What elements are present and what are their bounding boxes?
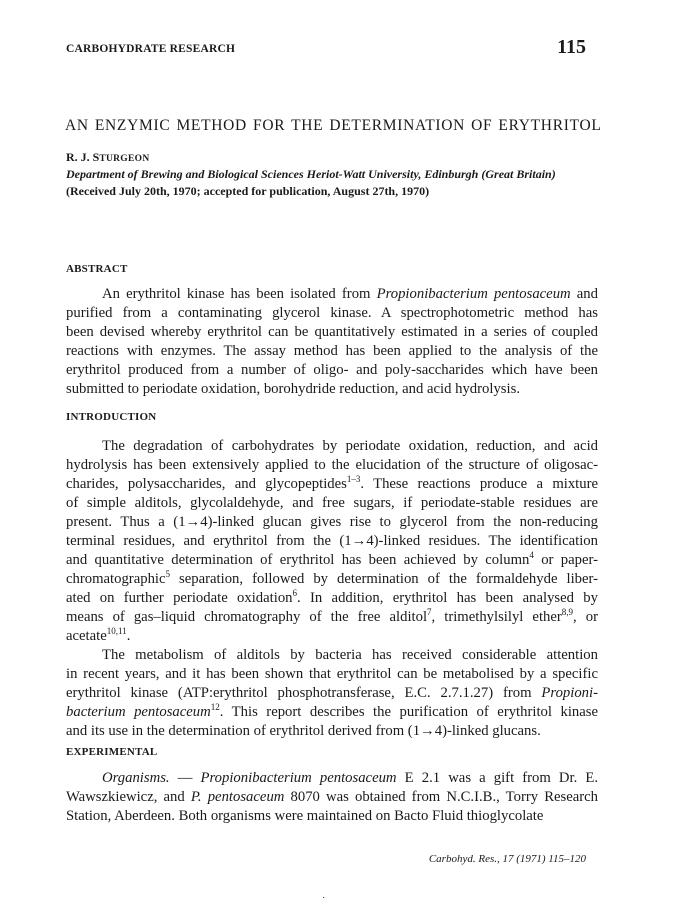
text-line: The degradation of carbohydrates by periodate oxidation, reduction, and acid [102, 438, 598, 454]
text-line: purified from a contaminating glycerol kinase. A spectrophotometric method has [66, 305, 598, 321]
introduction-paragraph-2 [66, 646, 598, 741]
author-name: R. J. STURGEON [66, 150, 150, 164]
text-line: hydrolysis has been extensively applied to the elucidation of the structure of oligosac- [66, 457, 598, 473]
text-line: acetate$^{10,11}$. [66, 626, 131, 644]
text-line: and quantitative determination of erythritol has been achieved by column$^4$ or paper- [66, 550, 598, 568]
experimental-paragraph [66, 769, 598, 826]
text-line: Organisms. — Propionibacterium pentosaceum E 2.1 was a gift from Dr. E. [102, 770, 599, 786]
received-dates: (Received July 20th, 1970; accepted for publication, August 27th, 1970) [66, 184, 430, 198]
text-line: present. Thus a (1→4)-linked glucan gives rise to glycerol from the non-reducing [66, 514, 598, 530]
abstract-heading: ABSTRACT [66, 263, 128, 275]
author-affiliation: Department of Brewing and Biological Sciences Heriot-Watt University, Edinburgh (Great Britain) [66, 167, 556, 181]
text-line: ated on further periodate oxidation$^6$. In addition, erythritol has been analysed by [66, 588, 598, 606]
journal-citation: Carbohyd. Res., 17 (1971) 115–120 [428, 853, 586, 865]
text-line: Station, Aberdeen. Both organisms were maintained on Bacto Fluid thioglycolate [66, 808, 544, 824]
page-number: 115 [557, 36, 586, 58]
running-head-journal: CARBOHYDRATE RESEARCH [66, 43, 236, 55]
text-line: of simple alditols, glycolaldehyde, and free sugars, if periodate-stable residues are [66, 495, 598, 511]
introduction-paragraph-1 [66, 437, 598, 646]
text-line: means of gas–liquid chromatography of the free alditol$^7$, trimethylsilyl ether$^{8,9}$, or [66, 607, 598, 625]
stray-mark: ˙ [322, 896, 326, 907]
text-line: erythritol kinase (ATP:erythritol phosphotransferase, E.C. 2.7.1.27) from Propioni- [66, 685, 598, 701]
text-line: The metabolism of alditols by bacteria has received considerable attention [102, 647, 598, 663]
text-line: bacterium pentosaceum$^{12}$. This report describes the purification of erythritol kinase [66, 702, 598, 720]
text-line: reactions with enzymes. The assay method has been applied to the analysis of the [66, 343, 598, 359]
abstract-paragraph [66, 285, 598, 399]
experimental-heading: EXPERIMENTAL [66, 746, 158, 758]
text-line: been devised whereby erythritol can be quantitatively estimated in a series of coupled [66, 324, 598, 340]
text-line: charides, polysaccharides, and glycopeptides$^{1-3}$. These reactions produce a mixture [66, 474, 599, 492]
introduction-heading: INTRODUCTION [66, 411, 157, 423]
text-line: An erythritol kinase has been isolated from Propionibacterium pentosaceum and [102, 286, 598, 302]
text-line: chromatographic$^5$ separation, followed by determination of the formaldehyde liber- [66, 569, 598, 587]
text-line: submitted to periodate oxidation, borohydride reduction, and acid hydrolysis. [66, 381, 520, 397]
text-line: Wawszkiewicz, and P. pentosaceum 8070 was obtained from N.C.I.B., Torry Research [66, 789, 599, 805]
text-line: terminal residues, and erythritol from the (1→4)-linked residues. The identification [66, 533, 598, 549]
text-line: erythritol produced from a number of oligo- and poly-saccharides which have been [66, 362, 598, 378]
article-title: AN ENZYMIC METHOD FOR THE DETERMINATION OF ERYTHRITOL [65, 117, 602, 134]
text-line: and its use in the determination of erythritol derived from (1→4)-linked glucans. [66, 723, 541, 739]
text-line: in recent years, and it has been shown that erythritol can be metabolised by a specific [66, 666, 598, 682]
